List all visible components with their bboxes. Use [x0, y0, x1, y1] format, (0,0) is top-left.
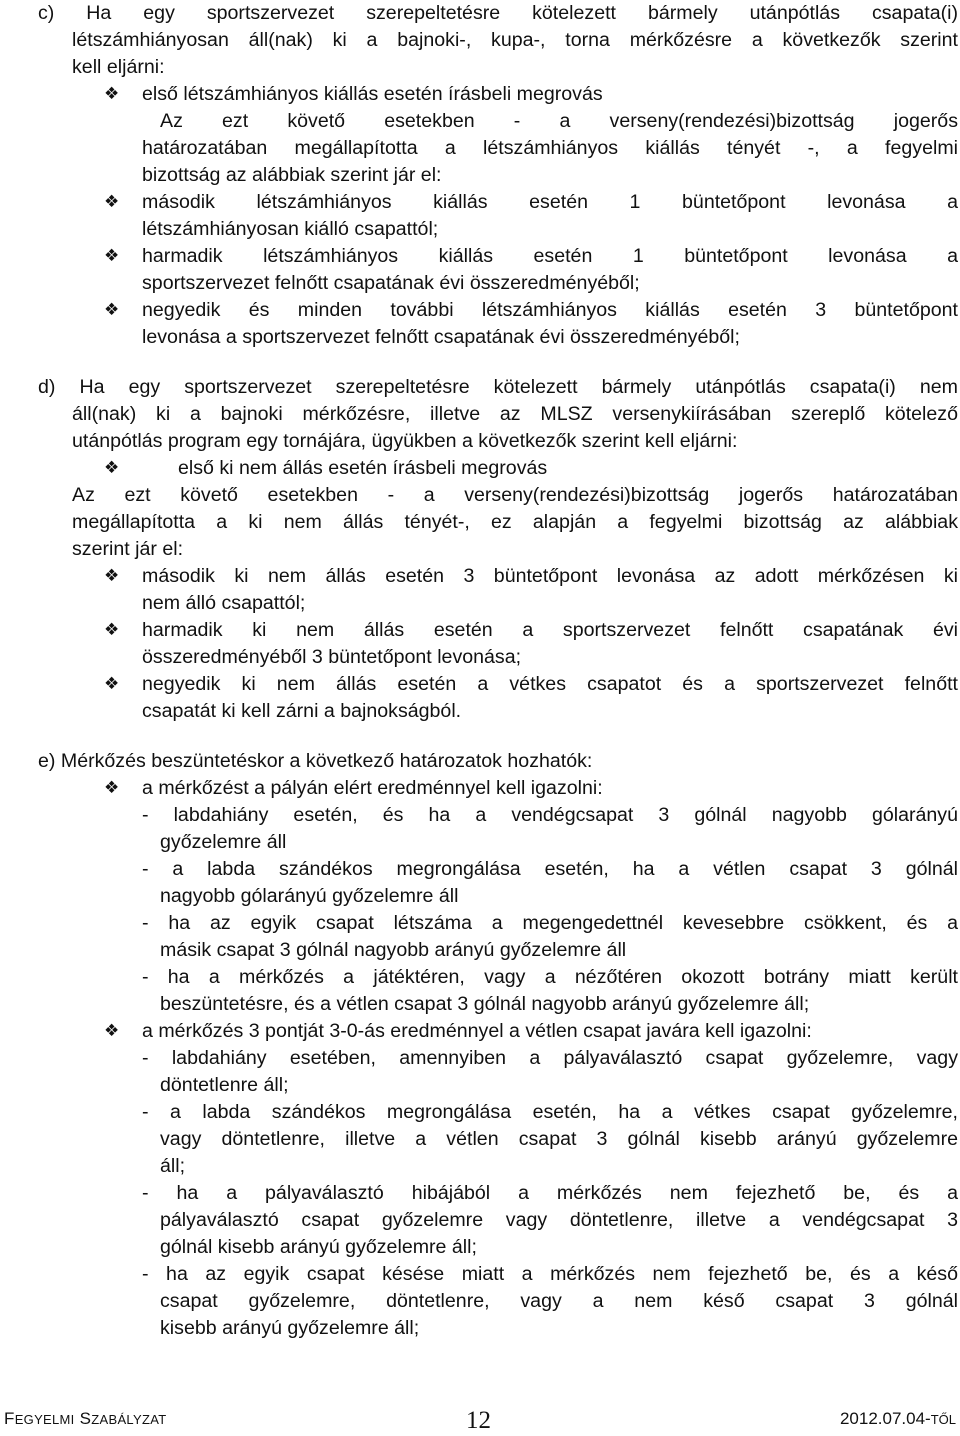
- section-e-bullet-1: a mérkőzést a pályán elért eredménnyel kell igazolni:: [142, 777, 603, 799]
- section-c-bullet-4-line-2: levonása a sportszervezet felnőtt csapatának évi összeredményéből;: [142, 326, 740, 348]
- diamond-bullet-icon: ❖: [104, 1021, 120, 1041]
- section-d-bullet-4-line-2: csapatát ki kell zárni a bajnokságból.: [142, 700, 462, 722]
- section-e-item-7-line-2: pályaválasztó csapat győzelemre vagy döntetlenre, illetve a vendégcsapat 3: [160, 1209, 958, 1231]
- section-c-bullet-1: első létszámhiányos kiállás esetén írásbeli megrovás: [142, 83, 603, 105]
- section-c-line-3: kell eljárni:: [72, 56, 165, 78]
- section-d-para-1: Az ezt követő esetekben - a verseny(rendezési)bizottság jogerős határozatában: [72, 484, 958, 506]
- diamond-bullet-icon: ❖: [104, 458, 120, 478]
- section-d-bullet-1: első ki nem állás esetén írásbeli megrovás: [178, 457, 548, 479]
- footer-date: [840, 1408, 956, 1431]
- section-e-item-3-line-2: másik csapat 3 gólnál nagyobb arányú győzelemre áll: [160, 939, 627, 961]
- section-c-bullet-2-line-1: második létszámhiányos kiállás esetén 1 büntetőpont levonása a: [142, 191, 958, 213]
- section-d-line-3: utánpótlás program egy tornájára, ügyükben a következők szerint kell eljárni:: [72, 430, 738, 452]
- section-d-bullet-2-line-2: nem álló csapattól;: [142, 592, 306, 614]
- page-number: 12: [466, 1407, 491, 1434]
- section-e-item-7-line-3: gólnál kisebb arányú győzelemre áll;: [160, 1236, 477, 1258]
- section-d-line-2: áll(nak) ki a bajnoki mérkőzésre, illetve az MLSZ versenykiírásában szereplő kötelező: [72, 403, 958, 425]
- section-c-line-2: létszámhiányosan áll(nak) ki a bajnoki-, kupa-, torna mérkőzésre a következők szerint: [72, 29, 958, 51]
- section-e-item-8-line-3: kisebb arányú győzelemre áll;: [160, 1317, 420, 1339]
- section-d-para-3: szerint jár el:: [72, 538, 184, 560]
- footer-document-title: [4, 1408, 166, 1431]
- section-c-bullet-3-line-1: harmadik létszámhiányos kiállás esetén 1 büntetőpont levonása a: [142, 245, 958, 267]
- diamond-bullet-icon: ❖: [104, 192, 120, 212]
- section-d-bullet-3-line-2: összeredményéből 3 büntetőpont levonása;: [142, 646, 522, 668]
- diamond-bullet-icon: ❖: [104, 674, 120, 694]
- footer-date-suffix: TŐL: [930, 1412, 956, 1427]
- footer-date-value: 2012.07.04-: [839, 1409, 931, 1428]
- diamond-bullet-icon: ❖: [104, 84, 120, 104]
- section-e-item-8-line-2: csapat győzelemre, döntetlenre, vagy a nem késő csapat 3 gólnál: [160, 1290, 958, 1312]
- diamond-bullet-icon: ❖: [104, 778, 120, 798]
- section-c-bullet-2-line-2: létszámhiányosan kiálló csapattól;: [142, 218, 439, 240]
- section-c-bullet-4-line-1: negyedik és minden további létszámhiányos kiállás esetén 3 büntetőpont: [142, 299, 958, 321]
- footer-title-initial-1: F: [4, 1409, 15, 1428]
- section-d-bullet-3-line-1: harmadik ki nem állás esetén a sportszervezet felnőtt csapatának évi: [142, 619, 958, 641]
- section-e-bullet-2: a mérkőzés 3 pontját 3-0-ás eredménnyel a vétlen csapat javára kell igazolni:: [142, 1020, 812, 1042]
- section-c-para-1: Az ezt követő esetekben - a verseny(rendezési)bizottság jogerős: [160, 110, 958, 132]
- section-e-item-2-line-2: nagyobb gólarányú győzelemre áll: [160, 885, 459, 907]
- section-e-heading: e) Mérkőzés beszüntetéskor a következő határozatok hozhatók:: [38, 750, 593, 772]
- section-e-item-1-line-2: győzelemre áll: [160, 831, 287, 853]
- section-e-item-6-line-1: - a labda szándékos megrongálása esetén, ha a vétkes csapat győzelemre,: [142, 1101, 958, 1123]
- section-e-item-4-line-2: beszüntetésre, és a vétlen csapat 3 gólnál nagyobb arányú győzelemre áll;: [160, 993, 810, 1015]
- section-e-item-2-line-1: - a labda szándékos megrongálása esetén, ha a vétlen csapat 3 gólnál: [142, 858, 958, 880]
- footer-title-initial-2: S: [79, 1409, 92, 1428]
- section-c-para-3: bizottság az alábbiak szerint jár el:: [142, 164, 442, 186]
- section-e-item-5-line-2: döntetlenre áll;: [160, 1074, 289, 1096]
- section-e-item-7-line-1: - ha a pályaválasztó hibájából a mérkőzés nem fejezhető be, és a: [142, 1182, 958, 1204]
- diamond-bullet-icon: ❖: [104, 566, 120, 586]
- section-d-para-2: megállapította a ki nem állás tényét-, ez alapján a fegyelmi bizottság az alábbiak: [72, 511, 958, 533]
- section-c-line-1: c) Ha egy sportszervezet szerepeltetésre kötelezett bármely utánpótlás csapata(i): [38, 2, 958, 24]
- section-e-item-6-line-2: vagy döntetlenre, illetve a vétlen csapat 3 gólnál kisebb arányú győzelemre: [160, 1128, 958, 1150]
- section-e-item-4-line-1: - ha a mérkőzés a játéktéren, vagy a nézőtéren okozott botrány miatt került: [142, 966, 958, 988]
- footer-title-rest-2: ZABÁLYZAT: [91, 1412, 167, 1427]
- section-e-item-1-line-1: - labdahiány esetén, és ha a vendégcsapat 3 gólnál nagyobb gólarányú: [142, 804, 958, 826]
- section-d-bullet-2-line-1: második ki nem állás esetén 3 büntetőpont levonása az adott mérkőzésen ki: [142, 565, 958, 587]
- footer-title-rest-1: EGYELMI: [14, 1412, 75, 1427]
- section-e-item-8-line-1: - ha az egyik csapat késése miatt a mérkőzés nem fejezhető be, és a késő: [142, 1263, 958, 1285]
- diamond-bullet-icon: ❖: [104, 620, 120, 640]
- section-e-item-3-line-1: - ha az egyik csapat létszáma a megengedettnél kevesebbre csökkent, és a: [142, 912, 958, 934]
- diamond-bullet-icon: ❖: [104, 300, 120, 320]
- section-e-item-6-line-3: áll;: [160, 1155, 186, 1177]
- section-d-line-1: d) Ha egy sportszervezet szerepeltetésre kötelezett bármely utánpótlás csapata(i) nem: [38, 376, 958, 398]
- diamond-bullet-icon: ❖: [104, 246, 120, 266]
- section-c-bullet-3-line-2: sportszervezet felnőtt csapatának évi összeredményéből;: [142, 272, 640, 294]
- section-c-para-2: határozatában megállapította a létszámhiányos kiállás tényét -, a fegyelmi: [142, 137, 958, 159]
- section-d-bullet-4-line-1: negyedik ki nem állás esetén a vétkes csapatot és a sportszervezet felnőtt: [142, 673, 958, 695]
- section-e-item-5-line-1: - labdahiány esetében, amennyiben a pályaválasztó csapat győzelemre, vagy: [142, 1047, 958, 1069]
